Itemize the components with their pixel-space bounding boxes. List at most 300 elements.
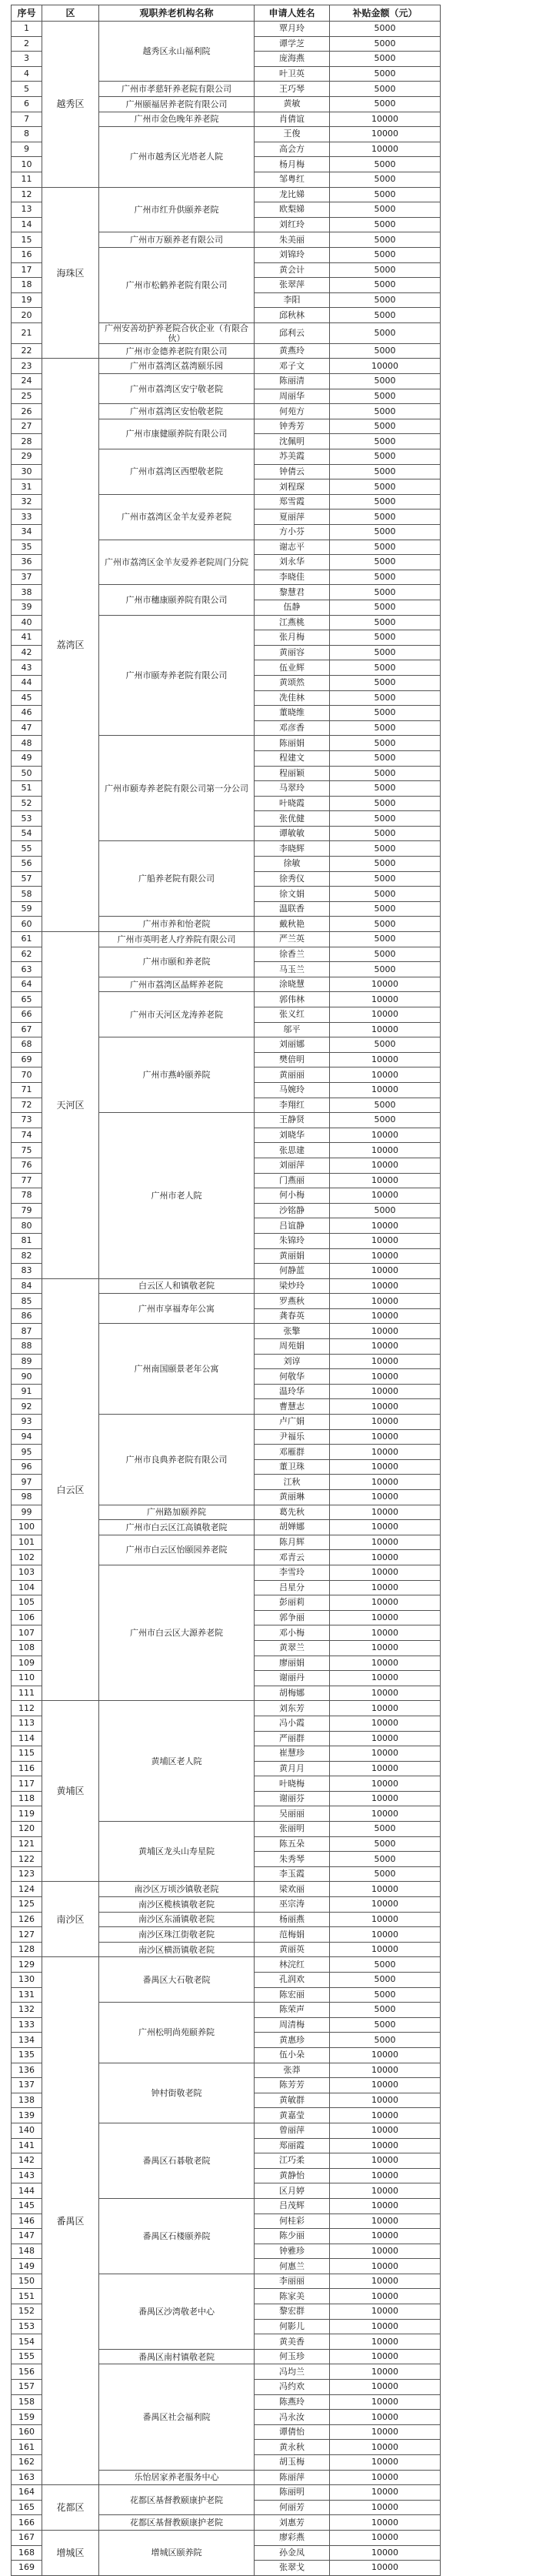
subsidy-amount: 10000 — [330, 992, 441, 1007]
subsidy-amount: 5000 — [330, 404, 441, 419]
subsidy-amount: 10000 — [330, 1158, 441, 1173]
subsidy-amount: 5000 — [330, 947, 441, 962]
subsidy-amount: 5000 — [330, 232, 441, 248]
subsidy-amount: 10000 — [330, 1806, 441, 1822]
subsidy-amount: 5000 — [330, 1113, 441, 1128]
applicant-name: 涂晓慧 — [255, 977, 330, 992]
row-seq: 71 — [12, 1082, 42, 1098]
subsidy-amount: 5000 — [330, 887, 441, 902]
row-seq: 36 — [12, 555, 42, 570]
applicant-name: 苏美霞 — [255, 449, 330, 465]
subsidy-amount: 5000 — [330, 1957, 441, 1973]
subsidy-amount: 5000 — [330, 96, 441, 112]
applicant-name: 伍小朵 — [255, 2047, 330, 2063]
district-cell: 天河区 — [42, 932, 99, 1279]
subsidy-amount: 10000 — [330, 2108, 441, 2123]
institution-cell: 广州市荔湾区晶辉养老院 — [99, 977, 255, 992]
applicant-name: 陈芳芳 — [255, 2078, 330, 2093]
applicant-name: 何桂彩 — [255, 2213, 330, 2229]
row-seq: 108 — [12, 1640, 42, 1656]
institution-cell: 广州市荔湾区荔湾颐乐园 — [99, 359, 255, 374]
applicant-name: 张莽 — [255, 2063, 330, 2078]
subsidy-amount: 10000 — [330, 1761, 441, 1776]
subsidy-amount: 10000 — [330, 1927, 441, 1943]
applicant-name: 郭争丽 — [255, 1610, 330, 1625]
subsidy-amount: 10000 — [330, 2545, 441, 2561]
row-seq: 51 — [12, 781, 42, 797]
applicant-name: 邓子文 — [255, 359, 330, 374]
row-seq: 83 — [12, 1264, 42, 1279]
row-seq: 126 — [12, 1912, 42, 1927]
row-seq: 30 — [12, 464, 42, 479]
subsidy-amount: 10000 — [330, 2394, 441, 2410]
applicant-name: 黄颂然 — [255, 675, 330, 690]
applicant-name: 胡玉梅 — [255, 2455, 330, 2471]
applicant-name: 黄永秋 — [255, 2440, 330, 2455]
applicant-name: 谢丽丹 — [255, 1671, 330, 1686]
row-seq: 61 — [12, 932, 42, 947]
applicant-name: 门燕丽 — [255, 1173, 330, 1188]
row-seq: 20 — [12, 308, 42, 323]
row-seq: 162 — [12, 2455, 42, 2471]
subsidy-amount: 10000 — [330, 2244, 441, 2259]
row-seq: 94 — [12, 1429, 42, 1445]
applicant-name: 杨月梅 — [255, 157, 330, 172]
subsidy-amount: 5000 — [330, 1987, 441, 2003]
row-seq: 129 — [12, 1957, 42, 1973]
row-seq: 59 — [12, 901, 42, 917]
applicant-name: 黄丽丽 — [255, 1067, 330, 1083]
applicant-name: 夏丽萍 — [255, 510, 330, 525]
applicant-name: 邹粤红 — [255, 172, 330, 187]
applicant-name: 江秋 — [255, 1475, 330, 1490]
subsidy-amount: 5000 — [330, 66, 441, 82]
row-seq: 118 — [12, 1791, 42, 1806]
applicant-name: 朱秀琴 — [255, 1852, 330, 1867]
row-seq: 144 — [12, 2183, 42, 2199]
row-seq: 38 — [12, 585, 42, 600]
institution-cell: 花都区基督教颐康护老院 — [99, 2515, 255, 2531]
subsidy-amount: 10000 — [330, 2485, 441, 2501]
subsidy-amount: 5000 — [330, 343, 441, 359]
row-seq: 161 — [12, 2440, 42, 2455]
district-cell: 黄埔区 — [42, 1701, 99, 1882]
applicant-name: 朱美丽 — [255, 232, 330, 248]
institution-cell: 南沙区横沥镇敬老院 — [99, 1942, 255, 1957]
subsidy-amount: 5000 — [330, 720, 441, 736]
institution-cell: 南沙区东涌镇敬老院 — [99, 1912, 255, 1927]
subsidy-amount: 10000 — [330, 1399, 441, 1415]
table-row — [12, 359, 441, 374]
institution-cell: 番禺区大石敬老院 — [99, 1957, 255, 2003]
row-seq: 155 — [12, 2349, 42, 2364]
institution-cell: 广州市天河区龙涛养老院 — [99, 992, 255, 1037]
table-row — [12, 22, 441, 37]
row-seq: 98 — [12, 1490, 42, 1505]
applicant-name: 何惠兰 — [255, 2259, 330, 2274]
subsidy-amount: 10000 — [330, 1082, 441, 1098]
institution-cell: 广州市英明老人疗养院有限公司 — [99, 932, 255, 947]
institution-cell: 广州市颐寿养老院有限公司第一分公司 — [99, 736, 255, 841]
row-seq: 95 — [12, 1445, 42, 1460]
row-seq: 57 — [12, 871, 42, 887]
applicant-name: 刘惠芳 — [255, 2515, 330, 2531]
institution-cell: 番禺区石碁敬老院 — [99, 2123, 255, 2198]
applicant-name: 钟倩云 — [255, 464, 330, 479]
subsidy-amount: 10000 — [330, 2470, 441, 2485]
row-seq: 47 — [12, 720, 42, 736]
row-seq: 131 — [12, 1987, 42, 2003]
applicant-name: 吕星分 — [255, 1580, 330, 1595]
applicant-name: 范梅娟 — [255, 1927, 330, 1943]
table-row — [12, 2530, 441, 2545]
subsidy-amount: 5000 — [330, 202, 441, 218]
applicant-name: 郑雪霞 — [255, 494, 330, 510]
row-seq: 66 — [12, 1007, 42, 1023]
applicant-name: 吕谊静 — [255, 1218, 330, 1234]
subsidy-amount: 10000 — [330, 1640, 441, 1656]
row-seq: 79 — [12, 1203, 42, 1218]
row-seq: 26 — [12, 404, 42, 419]
row-seq: 56 — [12, 857, 42, 872]
applicant-name: 沈佩明 — [255, 434, 330, 449]
institution-cell: 广州市万颐养老有限公司 — [99, 232, 255, 248]
subsidy-amount: 10000 — [330, 1686, 441, 1701]
subsidy-amount: 5000 — [330, 962, 441, 977]
subsidy-amount: 10000 — [330, 1052, 441, 1067]
subsidy-amount: 10000 — [330, 1701, 441, 1716]
subsidy-amount: 5000 — [330, 540, 441, 555]
subsidy-amount: 10000 — [330, 2183, 441, 2199]
subsidy-amount: 10000 — [330, 1233, 441, 1248]
row-seq: 91 — [12, 1384, 42, 1399]
row-seq: 37 — [12, 570, 42, 585]
row-seq: 86 — [12, 1308, 42, 1324]
institution-cell: 乐怡居家养老服务中心 — [99, 2470, 255, 2485]
row-seq: 166 — [12, 2515, 42, 2531]
row-seq: 32 — [12, 494, 42, 510]
subsidy-amount: 5000 — [330, 1822, 441, 1837]
subsidy-amount: 5000 — [330, 766, 441, 781]
subsidy-amount: 5000 — [330, 750, 441, 766]
row-seq: 75 — [12, 1143, 42, 1158]
subsidy-amount: 5000 — [330, 917, 441, 932]
applicant-name: 冯均兰 — [255, 2364, 330, 2380]
row-seq: 158 — [12, 2394, 42, 2410]
applicant-name: 胡婵娜 — [255, 1520, 330, 1535]
applicant-name: 龚春英 — [255, 1308, 330, 1324]
row-seq: 140 — [12, 2123, 42, 2138]
subsidy-amount: 5000 — [330, 1037, 441, 1053]
subsidy-amount: 5000 — [330, 690, 441, 706]
subsidy-amount: 10000 — [330, 2213, 441, 2229]
row-seq: 114 — [12, 1731, 42, 1746]
row-seq: 12 — [12, 187, 42, 202]
applicant-name: 黄月月 — [255, 1761, 330, 1776]
subsidy-amount: 5000 — [330, 434, 441, 449]
row-seq: 29 — [12, 449, 42, 465]
applicant-name: 王俊 — [255, 127, 330, 142]
subsidy-amount: 5000 — [330, 525, 441, 540]
subsidy-amount: 10000 — [330, 2259, 441, 2274]
subsidy-amount: 5000 — [330, 36, 441, 52]
subsidy-amount: 10000 — [330, 1264, 441, 1279]
row-seq: 89 — [12, 1354, 42, 1369]
applicant-name: 孔润欢 — [255, 1973, 330, 1988]
header-seq: 序号 — [12, 5, 42, 22]
subsidy-amount: 10000 — [330, 1671, 441, 1686]
subsidy-amount: 5000 — [330, 675, 441, 690]
institution-cell: 广州市养和怡老院 — [99, 917, 255, 932]
header-institution: 观职养老机构名称 — [99, 5, 255, 22]
district-cell: 增城区 — [42, 2530, 99, 2575]
applicant-name: 邱秋林 — [255, 308, 330, 323]
row-seq: 141 — [12, 2138, 42, 2153]
applicant-name: 谭敏敏 — [255, 826, 330, 841]
row-seq: 135 — [12, 2047, 42, 2063]
subsidy-amount: 10000 — [330, 1007, 441, 1023]
applicant-name: 谭倩怡 — [255, 2424, 330, 2440]
applicant-name: 罗燕秋 — [255, 1294, 330, 1309]
subsidy-amount: 10000 — [330, 977, 441, 992]
subsidy-amount: 10000 — [330, 1324, 441, 1339]
row-seq: 58 — [12, 887, 42, 902]
row-seq: 104 — [12, 1580, 42, 1595]
applicant-name: 张翠戈 — [255, 2561, 330, 2576]
row-seq: 22 — [12, 343, 42, 359]
row-seq: 73 — [12, 1113, 42, 1128]
applicant-name: 郭伟林 — [255, 992, 330, 1007]
applicant-name: 何丽芳 — [255, 2500, 330, 2515]
subsidy-amount: 5000 — [330, 570, 441, 585]
subsidy-amount: 5000 — [330, 278, 441, 293]
subsidy-amount: 10000 — [330, 2561, 441, 2576]
subsidy-amount: 10000 — [330, 1248, 441, 1264]
subsidy-amount: 10000 — [330, 1520, 441, 1535]
header-amount: 补贴金额（元） — [330, 5, 441, 22]
subsidy-amount: 5000 — [330, 22, 441, 37]
subsidy-amount: 10000 — [330, 1912, 441, 1927]
applicant-name: 黄美香 — [255, 2334, 330, 2350]
row-seq: 120 — [12, 1822, 42, 1837]
subsidy-amount: 10000 — [330, 1897, 441, 1913]
institution-cell: 广州市松鹤养老院有限公司 — [99, 247, 255, 322]
subsidy-amount: 5000 — [330, 826, 441, 841]
row-seq: 60 — [12, 917, 42, 932]
row-seq: 93 — [12, 1415, 42, 1430]
row-seq: 21 — [12, 322, 42, 343]
applicant-name: 梁欢丽 — [255, 1882, 330, 1897]
applicant-name: 邓雁群 — [255, 1445, 330, 1460]
row-seq: 15 — [12, 232, 42, 248]
applicant-name: 欧梨娣 — [255, 202, 330, 218]
row-seq: 138 — [12, 2093, 42, 2108]
applicant-name: 曾丽萍 — [255, 2123, 330, 2138]
applicant-name: 张优健 — [255, 811, 330, 827]
row-seq: 151 — [12, 2289, 42, 2304]
subsidy-amount: 10000 — [330, 127, 441, 142]
row-seq: 146 — [12, 2213, 42, 2229]
applicant-name: 刘晓华 — [255, 1128, 330, 1143]
institution-cell: 番禺区沙湾敬老中心 — [99, 2274, 255, 2349]
applicant-name: 方小芬 — [255, 525, 330, 540]
applicant-name: 杨丽燕 — [255, 1912, 330, 1927]
applicant-name: 马玉兰 — [255, 962, 330, 977]
district-cell: 越秀区 — [42, 22, 99, 188]
subsidy-amount: 10000 — [330, 1278, 441, 1294]
subsidy-amount: 5000 — [330, 796, 441, 811]
subsidy-amount: 5000 — [330, 157, 441, 172]
row-seq: 55 — [12, 841, 42, 857]
subsidy-amount: 10000 — [330, 112, 441, 127]
row-seq: 145 — [12, 2198, 42, 2213]
applicant-name: 李阳 — [255, 292, 330, 308]
subsidy-amount: 5000 — [330, 706, 441, 721]
row-seq: 84 — [12, 1278, 42, 1294]
subsidy-amount: 10000 — [330, 1067, 441, 1083]
applicant-name: 王静贤 — [255, 1113, 330, 1128]
applicant-name: 庞海燕 — [255, 52, 330, 67]
subsidy-amount: 5000 — [330, 82, 441, 97]
row-seq: 150 — [12, 2274, 42, 2289]
subsidy-amount: 10000 — [330, 2304, 441, 2320]
row-seq: 42 — [12, 645, 42, 660]
subsidy-amount: 10000 — [330, 1384, 441, 1399]
applicant-name: 廖丽娟 — [255, 1656, 330, 1671]
row-seq: 39 — [12, 600, 42, 615]
subsidy-amount: 10000 — [330, 2380, 441, 2395]
subsidy-amount: 10000 — [330, 2515, 441, 2531]
subsidy-amount: 10000 — [330, 1429, 441, 1445]
applicant-name: 陈丽娟 — [255, 736, 330, 751]
institution-cell: 白云区人和镇敬老院 — [99, 1278, 255, 1294]
row-seq: 28 — [12, 434, 42, 449]
subsidy-amount: 5000 — [330, 857, 441, 872]
subsidy-amount: 5000 — [330, 2017, 441, 2033]
subsidy-amount: 10000 — [330, 2410, 441, 2425]
row-seq: 117 — [12, 1776, 42, 1792]
institution-cell: 广州市颐寿养老院有限公司 — [99, 615, 255, 736]
table-row — [12, 932, 441, 947]
applicant-name: 徐香兰 — [255, 947, 330, 962]
applicant-name: 黄敏 — [255, 96, 330, 112]
subsidy-amount: 10000 — [330, 2123, 441, 2138]
applicant-name: 孙金凤 — [255, 2545, 330, 2561]
applicant-name: 龙比娣 — [255, 187, 330, 202]
subsidy-amount: 10000 — [330, 1610, 441, 1625]
row-seq: 97 — [12, 1475, 42, 1490]
row-seq: 76 — [12, 1158, 42, 1173]
row-seq: 123 — [12, 1866, 42, 1882]
applicant-name: 黄丽英 — [255, 1942, 330, 1957]
applicant-name: 张丽明 — [255, 1822, 330, 1837]
institution-cell: 黄埔区老人院 — [99, 1701, 255, 1822]
row-seq: 148 — [12, 2244, 42, 2259]
applicant-name: 何小梅 — [255, 1188, 330, 1204]
row-seq: 33 — [12, 510, 42, 525]
subsidy-amount: 5000 — [330, 841, 441, 857]
row-seq: 92 — [12, 1399, 42, 1415]
institution-cell: 广州安善幼护养老院合伙企业（有限合伙） — [99, 322, 255, 343]
applicant-name: 陈少丽 — [255, 2229, 330, 2244]
row-seq: 16 — [12, 247, 42, 262]
subsidy-amount: 5000 — [330, 615, 441, 630]
subsidy-amount: 5000 — [330, 600, 441, 615]
applicant-name: 肖倩谊 — [255, 112, 330, 127]
subsidy-amount: 10000 — [330, 1445, 441, 1460]
applicant-name: 谢丽芬 — [255, 1791, 330, 1806]
row-seq: 127 — [12, 1927, 42, 1943]
applicant-name: 马婉玲 — [255, 1082, 330, 1098]
applicant-name: 严兰英 — [255, 932, 330, 947]
applicant-name: 张思建 — [255, 1143, 330, 1158]
row-seq: 96 — [12, 1459, 42, 1475]
row-seq: 46 — [12, 706, 42, 721]
row-seq: 49 — [12, 750, 42, 766]
institution-cell: 南沙区榄核镇敬老院 — [99, 1897, 255, 1913]
subsidy-amount: 5000 — [330, 1973, 441, 1988]
table-row — [12, 1957, 441, 1973]
header-district: 区 — [42, 5, 99, 22]
subsidy-amount: 10000 — [330, 1882, 441, 1897]
row-seq: 62 — [12, 947, 42, 962]
applicant-name: 吴丽丽 — [255, 1806, 330, 1822]
row-seq: 27 — [12, 419, 42, 434]
row-seq: 31 — [12, 479, 42, 495]
applicant-name: 董卫珠 — [255, 1459, 330, 1475]
row-seq: 74 — [12, 1128, 42, 1143]
subsidy-amount: 10000 — [330, 359, 441, 374]
subsidy-amount: 5000 — [330, 736, 441, 751]
subsidy-amount: 10000 — [330, 2078, 441, 2093]
institution-cell: 广州市白云区大源养老院 — [99, 1565, 255, 1700]
applicant-name: 冼佳林 — [255, 690, 330, 706]
row-seq: 85 — [12, 1294, 42, 1309]
row-seq: 105 — [12, 1595, 42, 1611]
row-seq: 125 — [12, 1897, 42, 1913]
row-seq: 147 — [12, 2229, 42, 2244]
row-seq: 101 — [12, 1535, 42, 1550]
row-seq: 167 — [12, 2530, 42, 2545]
table-row — [12, 1882, 441, 1897]
subsidy-amount: 5000 — [330, 630, 441, 646]
row-seq: 100 — [12, 1520, 42, 1535]
institution-cell: 广州市荔湾区金羊友爱养老院 — [99, 494, 255, 540]
row-seq: 34 — [12, 525, 42, 540]
subsidy-amount: 5000 — [330, 2033, 441, 2048]
row-seq: 8 — [12, 127, 42, 142]
applicant-name: 彭丽莉 — [255, 1595, 330, 1611]
applicant-name: 黎慧君 — [255, 585, 330, 600]
subsidy-amount: 10000 — [330, 1535, 441, 1550]
row-seq: 43 — [12, 660, 42, 676]
row-seq: 72 — [12, 1098, 42, 1113]
subsidy-amount: 10000 — [330, 2364, 441, 2380]
subsidy-amount: 10000 — [330, 1625, 441, 1641]
subsidy-amount: 10000 — [330, 1475, 441, 1490]
row-seq: 19 — [12, 292, 42, 308]
applicant-name: 黄嘉莹 — [255, 2108, 330, 2123]
institution-cell: 广州市白云区江高镇敬老院 — [99, 1520, 255, 1535]
applicant-name: 董晓维 — [255, 706, 330, 721]
applicant-name: 周丽华 — [255, 389, 330, 404]
row-seq: 103 — [12, 1565, 42, 1580]
applicant-name: 崔慧珍 — [255, 1746, 330, 1762]
subsidy-amount: 10000 — [330, 1369, 441, 1385]
subsidy-amount: 10000 — [330, 1459, 441, 1475]
applicant-name: 张擎 — [255, 1324, 330, 1339]
applicant-name: 谭学芝 — [255, 36, 330, 52]
